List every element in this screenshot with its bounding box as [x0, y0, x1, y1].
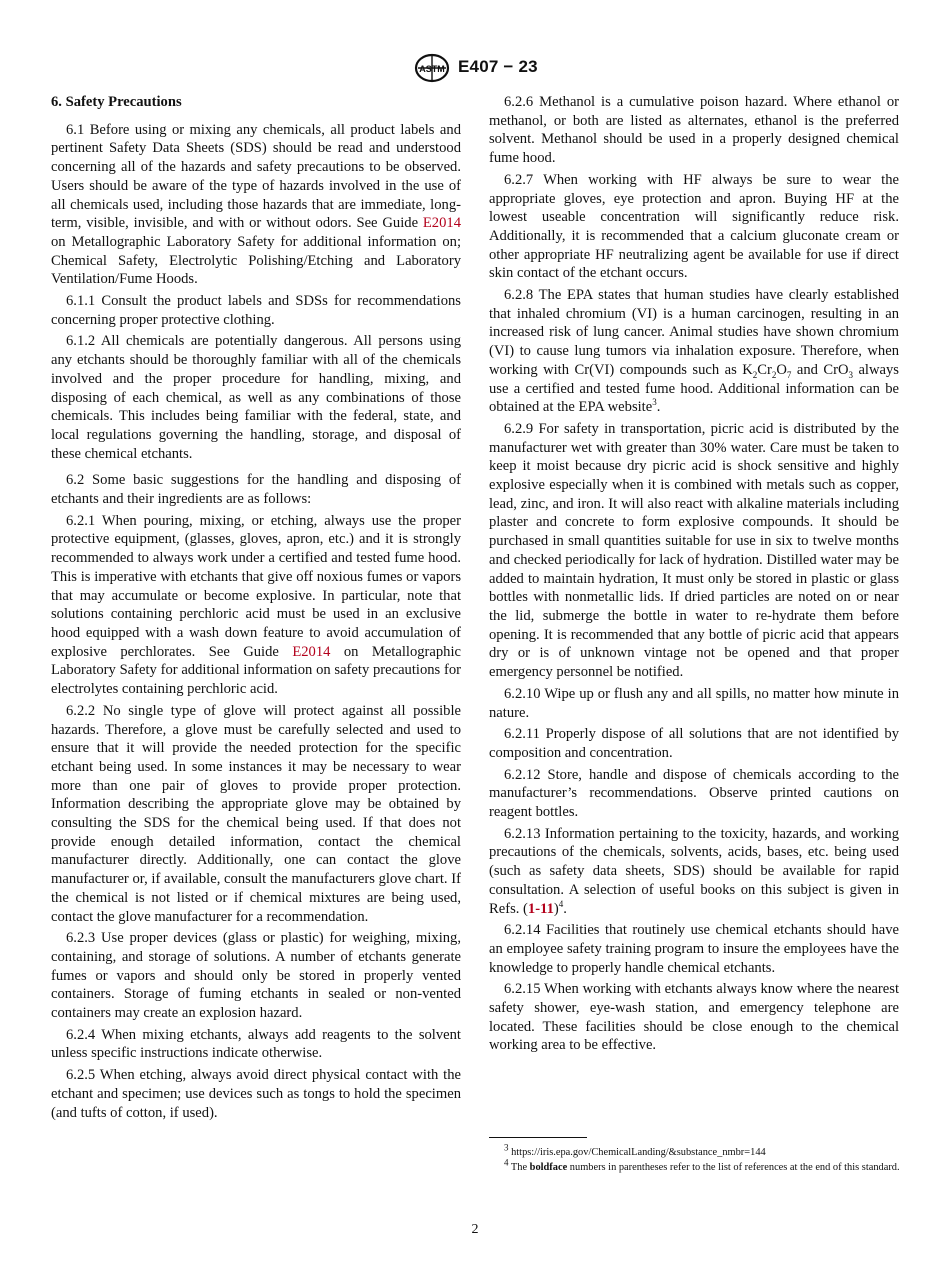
- footnote-divider: [489, 1137, 587, 1138]
- paragraph-6-2-15: 6.2.15 When working with etchants always know where the nearest safety shower, eye-wash station, and emergency telephone are located. These facilities should be close enough to the chemical working area to be effective.: [489, 981, 899, 1054]
- paragraph-6-2-14: 6.2.14 Facilities that routinely use chemical etchants should have an employee safety training program to insure the employees have the knowledge to properly handle chemical etchants.: [489, 922, 899, 976]
- section-title: 6. Safety Precautions: [51, 94, 182, 110]
- left-column: [51, 93, 461, 1125]
- paragraph-6-2-9: 6.2.9 For safety in transportation, picric acid is distributed by the manufacturer wet with greater than 30% water. Care must be taken to keep it moist because dry picric acid is shock sensitive and highly explosive especially when it is combined with metals such as copper, lead, zinc, and iron. It will also react with alkaline materials including plaster and concrete to form explosive compounds. It should be purchased in small quantities suitable for use in six to twelve months and checked periodically for lack of hydration. Distilled water may be added to maintain hydration, It must only be stored in plastic or glass bottles with nonmetallic lids. If dried particles are noted on or near the lid, submerge the bottle in water to re-hydrate them before opening. It is recommended that any bottle of picric acid that appears dry or is of unknown vintage not be opened and that proper emergency personnel be notified.: [489, 420, 899, 681]
- svg-text:ASTM: ASTM: [419, 64, 445, 74]
- paragraph-6-2: 6.2 Some basic suggestions for the handling and disposing of etchants and their ingredients are as follows:: [51, 472, 461, 508]
- paragraph-6-1-2: 6.1.2 All chemicals are potentially dangerous. All persons using any etchants should be thoroughly familiar with all of the chemicals involved and the proper procedure for handling, mixing, and disposing of each chemical, as well as any combinations of those chemicals. This includes being familiar with the federal, state, and local regulations governing the handling, storage, and disposal of these chemical etchants.: [51, 333, 461, 462]
- paragraph-6-2-11: 6.2.11 Properly dispose of all solutions that are not identified by composition and concentration.: [489, 726, 899, 761]
- footnote-ref-4[interactable]: 4: [558, 898, 564, 909]
- paragraph-6-2-4: 6.2.4 When mixing etchants, always add reagents to the solvent unless specific instructions indicate otherwise.: [51, 1026, 461, 1062]
- paragraph-6-2-5: 6.2.5 When etching, always avoid direct physical contact with the etchant and specimen; use devices such as tongs to hold the specimen (and tufts of cotton, if used).: [51, 1067, 461, 1121]
- paragraph-6-2-2: 6.2.2 No single type of glove will protect against all possible hazards. Therefore, a glove must be carefully selected and used to ensure that it will provide the needed protection for the specific etchant being used. In some instances it may be necessary to wear more than one pair of gloves to provide proper protection. Information describing the appropriate glove may be obtained by consulting the SDS for the chemical being used. If that does not provide enough detailed information, contact the chemical manufacturer directly. Additionally, one can contact the glove manufacturer or, if available, consult the manufacturers glove chart. If the chemical is not listed or if chemical mixtures are being used, contact the glove manufacturer for a recommendation.: [51, 702, 461, 925]
- paragraph-6-2-10: 6.2.10 Wipe up or flush any and all spills, no matter how minute in nature.: [489, 685, 899, 721]
- astm-logo-icon: [412, 52, 452, 84]
- paragraph-6-1: 6.1 Before using or mixing any chemicals, all product labels and pertinent Safety Data Sheets (SDS) should be read and understood concerning all of the hazards and safety precautions to be observed. Users should be aware of the type of hazards involved in the use of all chemicals used, including those hazards that are immediate, long-term, visible, invisible, and with or without odors. See Guide E2014 on Metallographic Laboratory Safety for additional information on; Chemical Safety, Electrolytic Polishing/Etching and Laboratory Ventilation/Fume Hoods.: [51, 121, 461, 288]
- page-number: 2: [471, 1222, 479, 1237]
- standard-designation: E407 − 23: [458, 57, 538, 76]
- paragraph-6-2-6: 6.2.6 Methanol is a cumulative poison hazard. Where ethanol or methanol, or both are listed as alternates, ethanol is the preferred solvent. Methanol should be used in a properly designed chemical fume hood.: [489, 94, 899, 167]
- paragraph-6-2-7: 6.2.7 When working with HF always be sure to wear the appropriate gloves, eye protection and apron. Buying HF at the lowest useable concentration will significantly reduce risk. Additionally, it is recommended that a calcium gluconate cream or other appropriate HF neutralizing agent be available for use if direct skin contact of the etchant occurs.: [489, 171, 899, 282]
- references-link[interactable]: 1-11: [527, 900, 554, 917]
- footnote-4: $^4$ The boldface numbers in parentheses refer to the list of references at the end of this standard.: [504, 1157, 900, 1173]
- paragraph-6-2-3: 6.2.3 Use proper devices (glass or plastic) for weighing, mixing, containing, and storage of solutions. A number of etchants generate fumes or vapors and should only be stored in properly vented containers. Storage of fuming etchants in sealed or non-vented containers may create an explosion hazard.: [51, 930, 461, 1022]
- ref-link-e2014[interactable]: E2014: [292, 643, 331, 660]
- page-header: [0, 52, 950, 86]
- paragraph-6-2-12: 6.2.12 Store, handle and dispose of chemicals according to the manufacturer’s recommendations. Observe printed cautions on reagent bottles.: [489, 766, 899, 821]
- footnote-3: $^3$ https://iris.epa.gov/ChemicalLanding/&substance_nmbr=144: [504, 1142, 766, 1158]
- paragraph-6-2-8: 6.2.8 The EPA states that human studies have clearly established that inhaled chromium (VI) is a human carcinogen, resulting in an increased risk of lung cancer. Animal studies have shown chromium (VI) to cause lung tumors via inhalation exposure. Therefore, when working with Cr(VI) compounds such as $K_2Cr_2O_7$ and CrO$_3$ always use a certified and tested fume hood. Additional information can be obtained at the EPA website$^3$.: [489, 287, 899, 416]
- paragraph-6-2-1: 6.2.1 When pouring, mixing, or etching, always use the proper protective equipment, (glasses, gloves, apron, etc.) and it is strongly recommended to always work under a certified and tested fume hood. This is imperative with etchants that give off noxious fumes or vapors that may accumulate or become explosive. In particular, note that solutions containing perchloric acid must be used in an exclusive hood equipped with a wash down feature to avoid accumulation of explosive perchlorates. See Guide E2014 on Metallographic Laboratory Safety for additional information on safety precautions for electrolytes containing perchloric acid.: [51, 512, 462, 698]
- ref-link-e2014[interactable]: E2014: [422, 215, 461, 232]
- paragraph-6-1-1: 6.1.1 Consult the product labels and SDSs for recommendations concerning proper protective clothing.: [51, 293, 461, 328]
- footnote-ref-3[interactable]: 3: [652, 397, 657, 408]
- footnotes: [489, 1137, 901, 1176]
- right-column: [489, 93, 899, 1058]
- paragraph-6-2-13: 6.2.13 Information pertaining to the toxicity, hazards, and working precautions of the chemicals, solvents, acids, bases, etc. being used (such as safety data sheets, SDS) should be available for rapid consultation. A selection of useful books on this subject is given in Refs. $(1-11)^4$.: [489, 825, 899, 917]
